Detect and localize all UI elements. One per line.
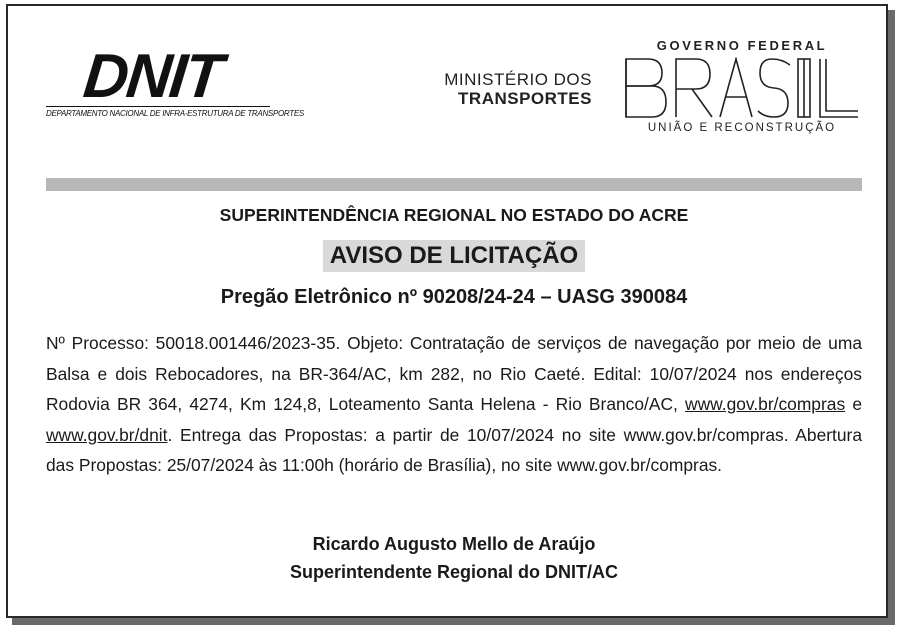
signature-block [46,530,862,586]
notice-body [46,328,862,481]
body-text-part1: Nº Processo: 50018.001446/2023-35. Objeto: Contratação de serviços de navegação por meio de uma Balsa e dois Rebocadores, na BR-364/AC, km 282, no Rio Caeté. Edital: 10/07/2024 nos endereços Rodovia BR 364, 4274, Km 124,8, Loteamento Santa Helena - Rio Branco/AC, [46,333,862,414]
section-title: SUPERINTENDÊNCIA REGIONAL NO ESTADO DO ACRE [219,205,689,225]
body-text-part2: . Entrega das Propostas: a partir de 10/07/2024 no site www.gov.br/compras. Abertura das Propostas: 25/07/2024 às 11:00h (horário de Brasília), no site www.gov.br/compras. [46,424,862,475]
header-divider-bar [46,178,862,191]
link-gov-compras[interactable]: www.gov.br/compras [685,394,846,414]
link-gov-dnit[interactable]: www.gov.br/dnit [46,424,168,445]
signatory-title: Superintendente Regional do DNIT/AC [289,562,618,582]
body-connector: e [852,394,862,414]
dnit-logo [46,42,304,122]
gov-top-text: GOVERNO FEDERAL [656,38,828,53]
brasil-logo-graphic [622,57,862,119]
gov-bottom-text: UNIÃO E RECONSTRUÇÃO [647,122,837,134]
dnit-full-name: DEPARTAMENTO NACIONAL DE INFRA-ESTRUTURA DE TRANSPORTES [46,106,270,118]
dnit-logo-word: DNIT [80,42,225,111]
signatory-name: Ricardo Augusto Mello de Araújo [312,534,596,554]
ministry-line1: MINISTÉRIO DOS [444,70,592,89]
ministry-name [412,70,592,109]
notice-title: AVISO DE LICITAÇÃO [323,240,585,272]
frame-shadow-right [888,10,895,623]
frame-shadow-bottom [12,618,895,625]
notice-title-wrap [46,240,862,272]
notice-subtitle: Pregão Eletrônico nº 90208/24-24 – UASG 390084 [220,286,688,308]
ministry-line2: TRANSPORTES [458,89,592,108]
governo-federal-logo [622,38,862,134]
